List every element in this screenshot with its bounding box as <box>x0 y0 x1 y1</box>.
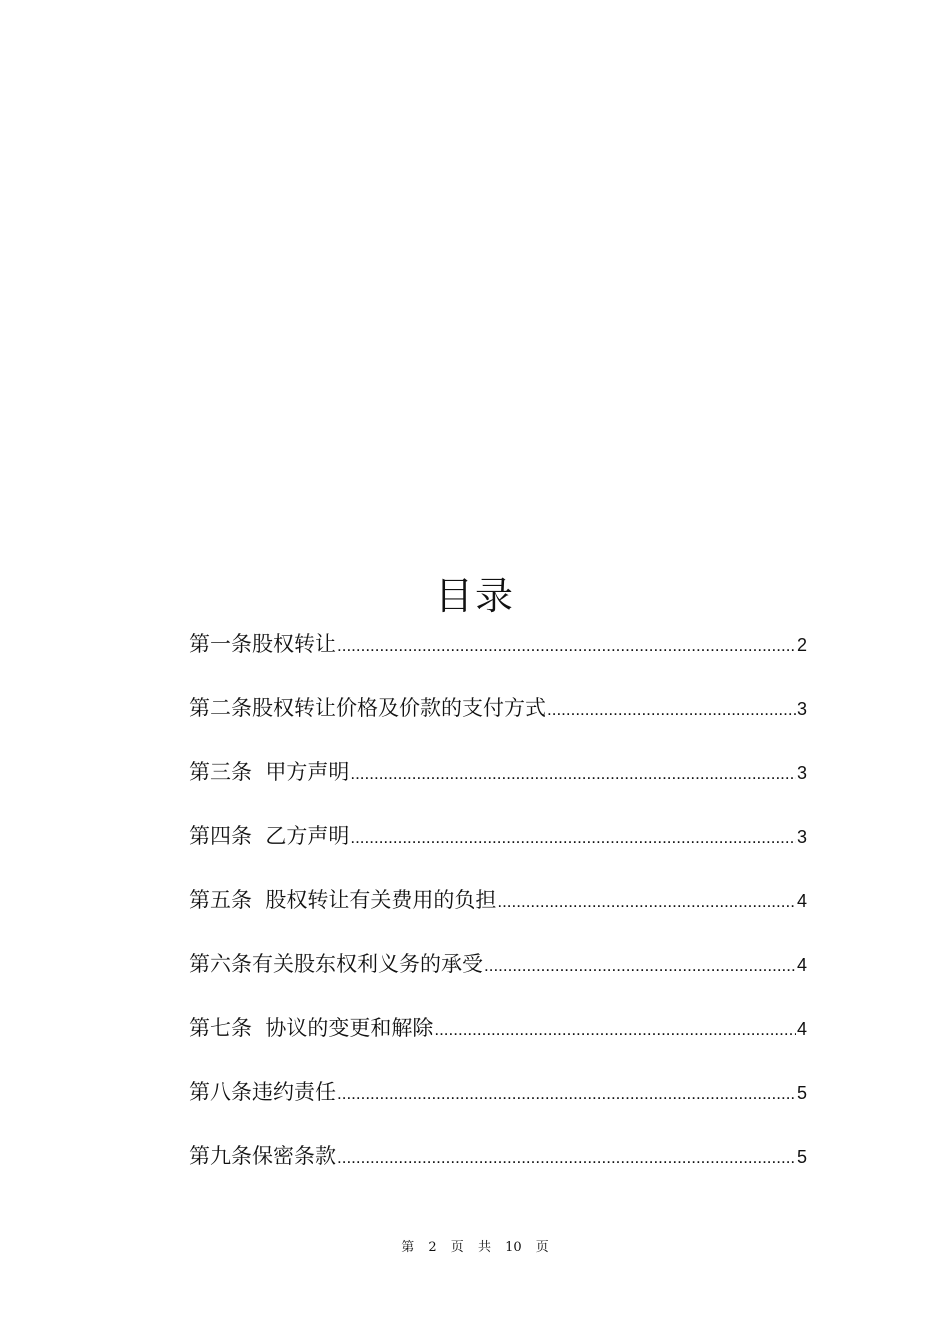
toc-dot-leader <box>337 1136 796 1180</box>
toc-dot-leader <box>547 688 796 732</box>
footer-total-word: 共 <box>477 1240 491 1255</box>
toc-dot-leader <box>337 1072 796 1116</box>
footer-suffix: 页 <box>535 1240 549 1255</box>
toc-entry-label: 第七条 协议的变更和解除 <box>189 1016 434 1040</box>
toc-entry[interactable] <box>189 814 807 878</box>
toc-dot-leader <box>350 816 796 860</box>
toc-list <box>189 622 807 1198</box>
toc-entry-page: 2 <box>796 635 807 655</box>
page-footer <box>0 1238 950 1258</box>
toc-entry-page: 4 <box>796 955 807 975</box>
toc-entry-page: 4 <box>796 891 807 911</box>
toc-entry[interactable] <box>189 1070 807 1134</box>
toc-entry[interactable] <box>189 686 807 750</box>
toc-entry-page: 4 <box>796 1019 807 1039</box>
toc-entry-label: 第八条违约责任 <box>189 1080 336 1104</box>
toc-entry[interactable] <box>189 622 807 686</box>
toc-entry-label: 第三条 甲方声明 <box>189 760 350 784</box>
toc-entry[interactable] <box>189 878 807 942</box>
toc-entry-label: 第六条有关股东权利义务的承受 <box>189 952 483 976</box>
toc-entry[interactable] <box>189 942 807 1006</box>
toc-entry-label: 第一条股权转让 <box>189 632 336 656</box>
toc-entry-label: 第九条保密条款 <box>189 1144 336 1168</box>
footer-current-page: 2 <box>428 1240 437 1255</box>
toc-entry-page: 3 <box>796 763 807 783</box>
footer-page-word: 页 <box>450 1240 464 1255</box>
toc-entry-page: 5 <box>796 1147 807 1167</box>
toc-dot-leader <box>484 944 796 988</box>
toc-entry[interactable] <box>189 1134 807 1198</box>
toc-entry-page: 3 <box>796 827 807 847</box>
toc-entry-label: 第二条股权转让价格及价款的支付方式 <box>189 696 546 720</box>
toc-entry[interactable] <box>189 750 807 814</box>
toc-title: 目录 <box>434 574 515 618</box>
footer-total-pages: 10 <box>505 1240 522 1255</box>
toc-dot-leader <box>497 880 796 924</box>
toc-entry-label: 第四条 乙方声明 <box>189 824 350 848</box>
toc-entry-label: 第五条 股权转让有关费用的负担 <box>189 888 497 912</box>
toc-dot-leader <box>434 1008 796 1052</box>
toc-entry[interactable] <box>189 1006 807 1070</box>
toc-dot-leader <box>337 624 796 668</box>
toc-entry-page: 3 <box>796 699 807 719</box>
footer-prefix: 第 <box>401 1240 415 1255</box>
toc-dot-leader <box>350 752 796 796</box>
toc-entry-page: 5 <box>796 1083 807 1103</box>
